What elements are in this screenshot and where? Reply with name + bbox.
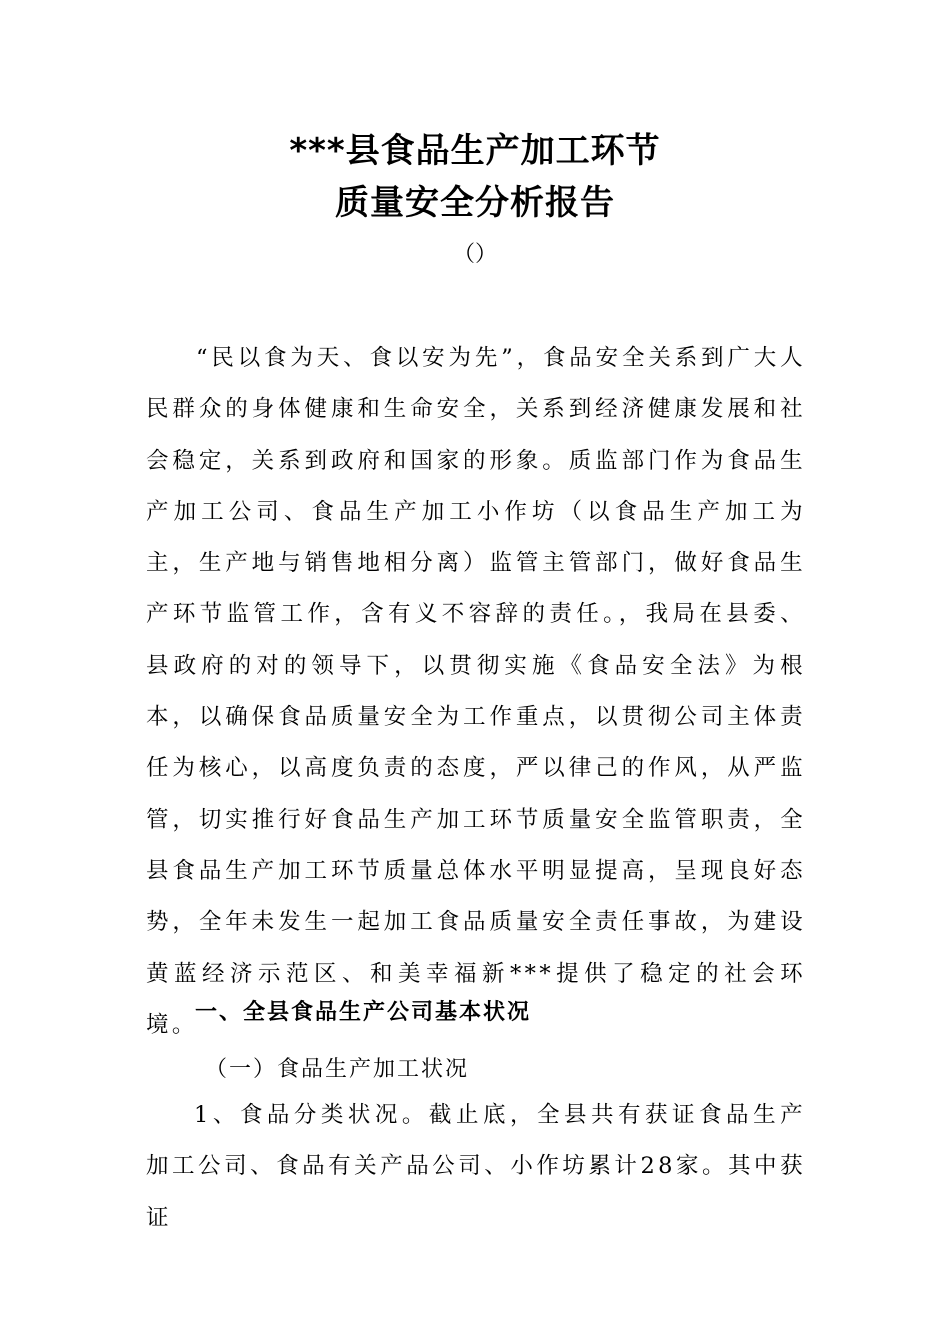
document-title-line-1: ***县食品生产加工环节 (289, 131, 661, 171)
item-paragraph: 1、食品分类状况。截止底，全县共有获证食品生产加工公司、食品有关产品公司、小作坊累计28家。其中获证 (146, 1102, 806, 1231)
document-title-line-2: 质量安全分析报告 (335, 183, 615, 223)
subsection-heading: （一）食品生产加工状况 (205, 1057, 470, 1082)
document-subtitle: （） (452, 242, 497, 267)
intro-paragraph: “民以食为天、食以安为先”，食品安全关系到广大人民群众的身体健康和生命安全，关系到经济健康发展和社会稳定，关系到政府和国家的形象。质监部门作为食品生产加工公司、食品生产加工小作坊（以食品生产加工为主，生产地与销售地相分离）监管主管部门，做好食品生产环节监管工作，含有义不容辞的责任。，我局在县委、县政府的对的领导下，以贯彻实施《食品安全法》为根本，以确保食品质量安全为工作重点，以贯彻公司主体责任为核心，以高度负责的态度，严以律己的作风，从严监管，切实推行好食品生产加工环节质量安全监管职责，全县食品生产加工环节质量总体水平明显提高，呈现良好态势，全年未发生一起加工食品质量安全责任事故，为建设黄蓝经济示范区、和美幸福新***提供了稳定的社会环境。 (146, 345, 806, 1038)
section-heading: 一、全县食品生产公司基本状况 (195, 1000, 532, 1025)
